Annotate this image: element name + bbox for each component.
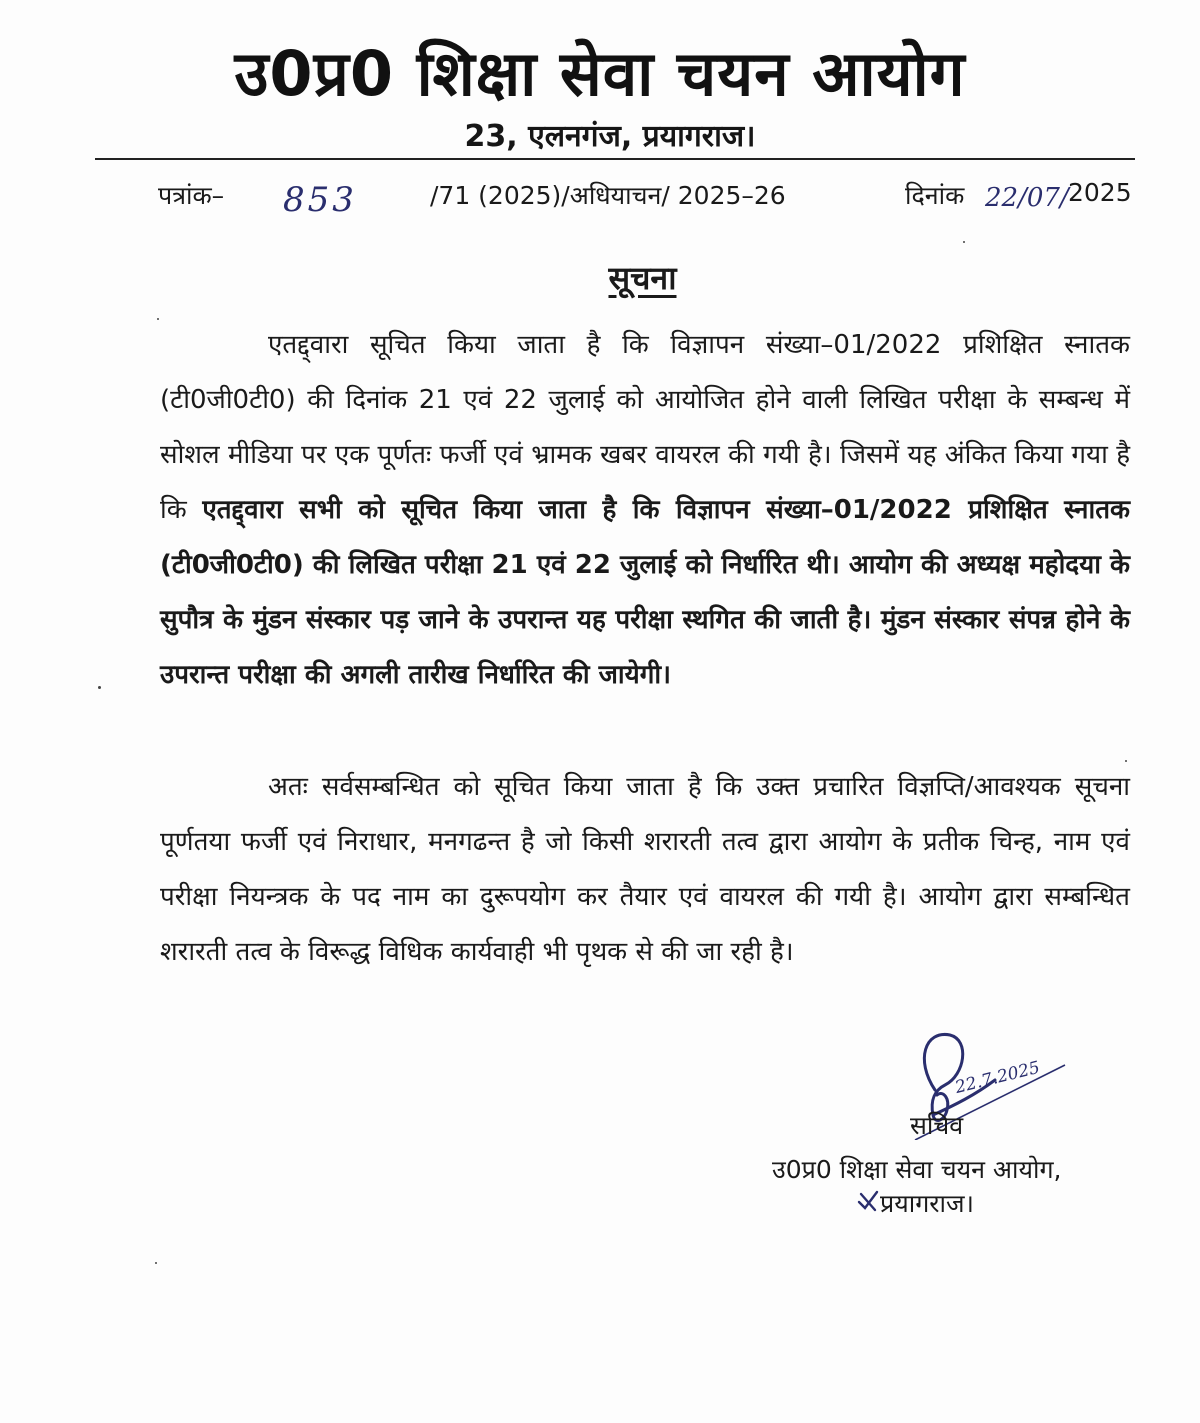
date-label: दिनांक — [905, 181, 965, 210]
signatory-place: प्रयागराज। — [880, 1189, 975, 1218]
paragraph-1-intro: एतद्द्वारा सूचित किया जाता है कि विज्ञापन संख्या–01/2022 प्रशिक्षित स्नातक (टी0जी0टी0) की दिनांक 21 एवं 22 जुलाई को आयोजित होने वाली लिखित परीक्षा के सम्बन्ध में सोशल मीडिया पर एक पूर्णतः फर्जी एवं भ्रामक खबर वायरल की गयी है। जिसमें यह अंकित किया गया है कि — [160, 330, 1130, 525]
scan-speck — [98, 686, 101, 689]
signatory-organization: उ0प्र0 शिक्षा सेवा चयन आयोग, — [772, 1155, 1062, 1184]
signature-handwritten-date: 22.7.2025 — [953, 1057, 1042, 1098]
reference-label: पत्रांक– — [158, 181, 225, 210]
notice-paragraph-1 — [160, 318, 1130, 703]
scan-speck — [157, 318, 159, 320]
notice-heading-text: सूचना — [608, 259, 677, 297]
organization-address: 23, एलनगंज, प्रयागराज। — [464, 119, 756, 154]
reference-number: 853 — [283, 180, 357, 220]
reference-code: /71 (2025)/अधियाचन/ 2025–26 — [430, 181, 786, 210]
date-year: 2025 — [1068, 178, 1132, 207]
paragraph-1-quoted-text: एतद्द्वारा सभी को सूचित किया जाता है कि विज्ञापन संख्या–01/2022 प्रशिक्षित स्नातक (टी0जी0टी0) की लिखित परीक्षा 21 एवं 22 जुलाई को निर्धारित थी। आयोग की अध्यक्ष महोदया के सुपौत्र के मुंडन संस्कार पड़ जाने के उपरान्त यह परीक्षा स्थगित की जाती है। मुंडन संस्कार संपन्न होने के उपरान्त परीक्षा की अगली तारीख निर्धारित की जायेगी। — [160, 495, 1130, 690]
scan-speck — [963, 241, 965, 243]
notice-paragraph-2: अतः सर्वसम्बन्धित को सूचित किया जाता है कि उक्त प्रचारित विज्ञप्ति/आवश्यक सूचना पूर्णतया फर्जी एवं निराधार, मनगढन्त है जो किसी शरारती तत्व द्वारा आयोग के प्रतीक चिन्ह, नाम एवं परीक्षा नियन्त्रक के पद नाम का दुरूपयोग कर तैयार एवं वायरल की गयी है। आयोग द्वारा सम्बन्धित शरारती तत्व के विरूद्ध विधिक कार्यवाही भी पृथक से की जा रही है। — [160, 772, 1130, 967]
scan-speck — [1125, 760, 1127, 762]
signatory-designation: सचिव — [910, 1111, 964, 1140]
pen-tick-mark — [855, 1188, 881, 1214]
notice-heading — [0, 256, 1200, 299]
date-handwritten: 22/07/ — [985, 183, 1069, 213]
header-divider — [95, 158, 1135, 160]
scan-speck — [155, 1262, 157, 1264]
organization-title: उ0प्र0 शिक्षा सेवा चयन आयोग — [234, 37, 966, 110]
